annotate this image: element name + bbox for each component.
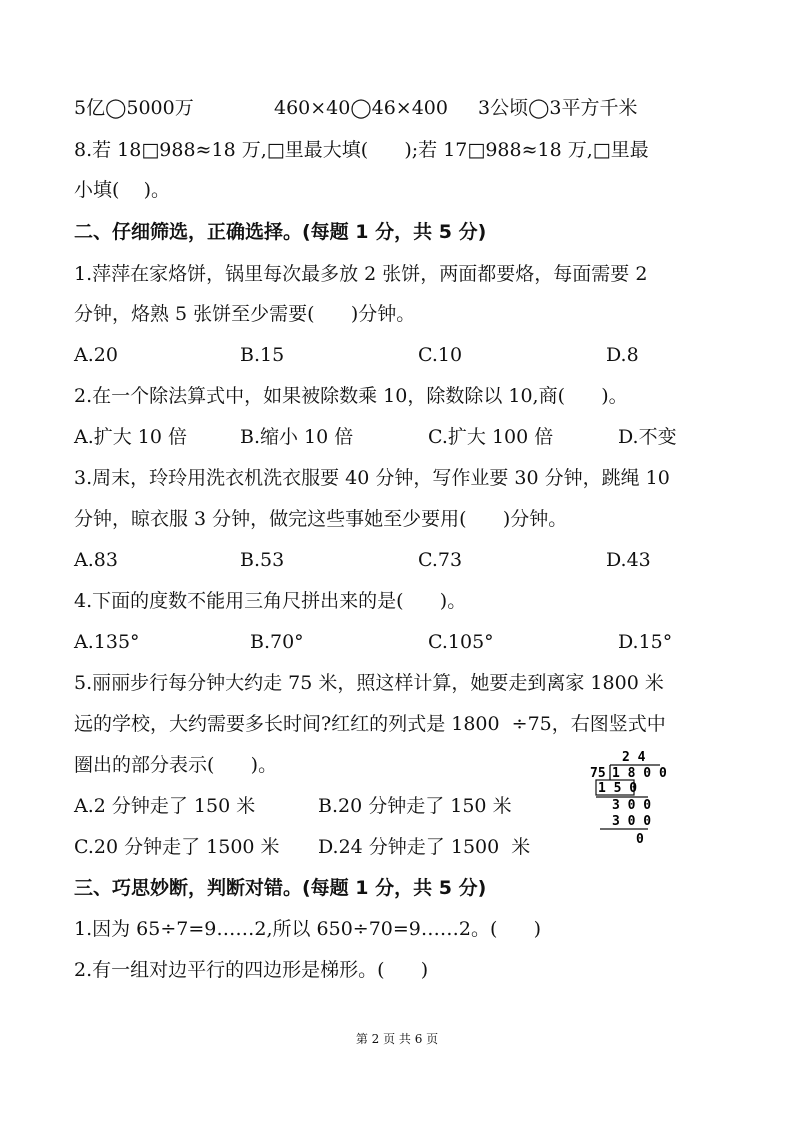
s2-q1-option-c: C.10	[418, 344, 463, 366]
s2-q1-option-d: D.8	[606, 344, 639, 366]
s2-q5-option-c: C.20 分钟走了 1500 米	[74, 836, 280, 858]
s2-q1-option-b: B.15	[240, 344, 285, 366]
s2-q4-option-b: B.70°	[250, 631, 304, 653]
s2-q3-option-a: A.83	[74, 549, 118, 571]
s3-q1: 1.因为 65÷7=9……2,所以 650÷70=9……2。( )	[74, 918, 542, 940]
division-boxed-row: 1 5 0	[598, 781, 638, 796]
s2-q3-line-1: 3.周末，玲玲用洗衣机洗衣服要 40 分钟，写作业要 30 分钟，跳绳 10	[74, 467, 670, 489]
division-dividend: 1 8 0 0	[612, 766, 667, 781]
s2-q1-line-1: 1.萍萍在家烙饼，锅里每次最多放 2 张饼，两面都要烙，每面需要 2	[74, 263, 648, 285]
s2-q5-line-1: 5.丽丽步行每分钟大约走 75 米，照这样计算，她要走到离家 1800 米	[74, 672, 664, 694]
section-2-heading: 二、仔细筛选，正确选择。(每题 1 分，共 5 分)	[74, 221, 487, 243]
q8-line-2: 小填( )。	[74, 179, 170, 201]
q8-line-1: 8.若 18□988≈18 万,□里最大填( );若 17□988≈18 万,□里最	[74, 139, 649, 161]
s2-q5-line-2: 远的学校，大约需要多长时间?红红的列式是 1800 ÷75，右图竖式中	[74, 713, 666, 735]
s2-q1-line-2: 分钟，烙熟 5 张饼至少需要( )分钟。	[74, 303, 416, 325]
division-remainder: 0	[636, 832, 644, 847]
q7-item-2: 460×40◯46×400	[274, 97, 448, 119]
s2-q1-option-a: A.20	[74, 344, 118, 366]
s2-q4-option-c: C.105°	[428, 631, 494, 653]
q7-item-3: 3公顷◯3平方千米	[478, 97, 638, 119]
division-divisor: 75	[590, 766, 606, 781]
s2-q4-line-1: 4.下面的度数不能用三角尺拼出来的是( )。	[74, 590, 467, 612]
division-row-3: 3 0 0	[612, 798, 652, 813]
s2-q5-option-d: D.24 分钟走了 1500 米	[318, 836, 531, 858]
s2-q3-option-c: C.73	[418, 549, 463, 571]
s2-q3-line-2: 分钟，晾衣服 3 分钟，做完这些事她至少要用( )分钟。	[74, 508, 568, 530]
s2-q2-option-d: D.不变	[618, 426, 677, 448]
s2-q2-option-c: C.扩大 100 倍	[428, 426, 554, 448]
s2-q2-option-b: B.缩小 10 倍	[240, 426, 354, 448]
s2-q5-line-3: 圈出的部分表示( )。	[74, 754, 278, 776]
division-row-4: 3 0 0	[612, 814, 652, 829]
long-division-figure	[590, 745, 670, 855]
s2-q2-line-1: 2.在一个除法算式中，如果被除数乘 10，除数除以 10,商( )。	[74, 385, 628, 407]
s2-q4-option-a: A.135°	[74, 631, 140, 653]
s2-q2-option-a: A.扩大 10 倍	[74, 426, 188, 448]
s2-q5-option-a: A.2 分钟走了 150 米	[74, 795, 256, 817]
division-quotient: 2 4	[622, 750, 646, 765]
s2-q3-option-b: B.53	[240, 549, 285, 571]
s2-q5-option-b: B.20 分钟走了 150 米	[318, 795, 512, 817]
page-footer: 第 2 页 共 6 页	[355, 1032, 439, 1046]
section-3-heading: 三、巧思妙断，判断对错。(每题 1 分，共 5 分)	[74, 877, 487, 899]
q7-item-1: 5亿◯5000万	[74, 97, 194, 119]
s2-q3-option-d: D.43	[606, 549, 651, 571]
s3-q2: 2.有一组对边平行的四边形是梯形。( )	[74, 959, 429, 981]
s2-q4-option-d: D.15°	[618, 631, 673, 653]
